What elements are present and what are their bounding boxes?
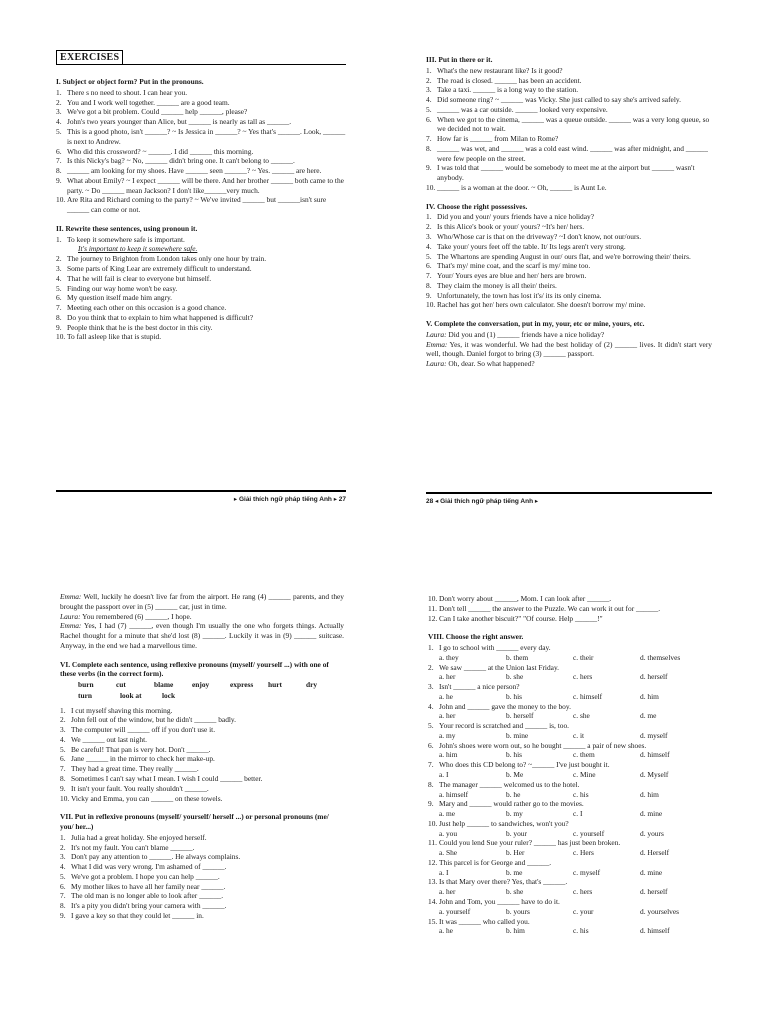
- answer-option: a. himself: [439, 789, 469, 799]
- answer-option: b. him: [506, 926, 525, 936]
- answer-option: b. his: [506, 750, 523, 760]
- answer-option: a. me: [439, 809, 456, 819]
- conversation: [426, 330, 712, 369]
- question: [428, 858, 712, 878]
- answer-option: c. she: [573, 711, 590, 721]
- list-item: 7. How far is ______ from Milan to Rome?: [426, 134, 559, 144]
- list-item: 4. Take your/ yours feet off the table. It/ Its legs aren't very strong.: [426, 241, 626, 251]
- list-item: 3. Some parts of King Lear are extremely difficult to understand.: [56, 263, 252, 273]
- list-item: 9. What about Emily? ~ I expect ______ will be there. And her brother ______ both came to the party. ~ Do ______ mean Jackson? I don't like______very much.: [56, 175, 344, 195]
- question-stem: 8. The manager ______ welcomed us to the hotel.: [428, 779, 580, 789]
- answer-option: a. her: [439, 887, 456, 897]
- list-item: 6. When we got to the cinema, ______ was a queue outside. ______ was a very long queue, so we decided not to wait.: [426, 114, 710, 134]
- list-item: 10. Vicky and Emma, you can ______ on these towels.: [60, 793, 223, 803]
- section-1-list: [56, 88, 346, 215]
- question-stem: 5. Your record is scratched and ______ is, too.: [428, 721, 569, 731]
- answer-options: [428, 907, 712, 917]
- answer-options: [428, 672, 712, 682]
- question-stem: 4. John and ______ gave the money to the boy.: [428, 701, 571, 711]
- list-item: 3. Take a taxi. ______ is a long way to the station.: [426, 85, 579, 95]
- answer-option: d. himself: [640, 750, 670, 760]
- answer-option: d. mine: [640, 809, 663, 819]
- answer-option: d. himself: [640, 926, 670, 936]
- answer-options: [428, 692, 712, 702]
- answer-options: [428, 711, 712, 721]
- list-item: 1. Julia had a great holiday. She enjoyed herself.: [60, 832, 207, 842]
- question-stem: 3. Isn't ______ a nice person?: [428, 682, 520, 692]
- section-2-heading: II. Rewrite these sentences, using pronoun it.: [56, 223, 198, 233]
- list-item: 1. I cut myself shaving this morning.: [60, 705, 173, 715]
- list-item: 9. It isn't your fault. You really shouldn't ______.: [60, 783, 209, 793]
- answer-options: [428, 809, 712, 819]
- list-item: 9. People think that he is the best doctor in this city.: [56, 322, 213, 332]
- list-item: 6. My question itself made him angry.: [56, 293, 173, 303]
- answer-option: c. your: [573, 906, 594, 916]
- list-item: 5. We've got a problem. I hope you can help ______.: [60, 871, 220, 881]
- exercises-title: EXERCISES: [56, 50, 123, 65]
- answer-option: b. me: [506, 867, 523, 877]
- answer-option: b. yours: [506, 906, 530, 916]
- list-item: 5. Be careful! That pan is very hot. Don't ______.: [60, 744, 211, 754]
- list-item: 1. What's the new restaurant like? Is it good?: [426, 65, 563, 75]
- answer-option: a. he: [439, 691, 453, 701]
- question: [428, 897, 712, 917]
- section-7-continued-list: [428, 594, 712, 623]
- dialogue-line: Emma: Well, luckily he doesn't live far from the airport. He rang (4) ______ parents, and they brought the passport over in (5) ______ car, just in time.: [60, 592, 344, 611]
- section-2-list: [56, 235, 346, 342]
- question: [428, 663, 712, 683]
- answer-options: [428, 829, 712, 839]
- answer-option: a. they: [439, 652, 459, 662]
- answer-option: d. myself: [640, 730, 668, 740]
- list-item: 8. They claim the money is all their/ theirs.: [426, 280, 557, 290]
- list-item: 4. We ______ out last night.: [60, 734, 147, 744]
- page-27: [56, 50, 346, 520]
- list-item: 9. I gave a key so that they could let ______ in.: [60, 910, 204, 920]
- question: [428, 643, 712, 663]
- answer-option: b. Me: [506, 770, 524, 780]
- list-item: 3. The computer will ______ off if you don't use it.: [60, 725, 216, 735]
- answer-options: [428, 868, 712, 878]
- answer-option: a. my: [439, 730, 456, 740]
- answer-option: b. your: [506, 828, 527, 838]
- list-item: 8. ______ was wet, and ______ was a cold east wind. ______ was after midnight, and ______ were few people on the street.: [426, 143, 708, 163]
- question-stem: 13. Is that Mary over there? Yes, that's ______.: [428, 877, 568, 887]
- answer-option: d. me: [640, 711, 657, 721]
- question: [428, 721, 712, 741]
- answer-option: d. yourselves: [640, 906, 679, 916]
- answer-option: a. him: [439, 750, 458, 760]
- list-item: 10. To fall asleep like that is stupid.: [56, 332, 162, 342]
- answer-option: c. their: [573, 652, 594, 662]
- list-item: 10. Are Rita and Richard coming to the party? ~ We've invited ______ but ______isn't sure ______ can come or not.: [56, 195, 327, 215]
- list-item: 12. Can I take another biscuit?" "Of course. Help ______!": [428, 613, 603, 623]
- answer-option: d. herself: [640, 672, 668, 682]
- list-item: 6. Who did this crossword? ~ ______. I did ______ this morning.: [56, 146, 254, 156]
- example-answer: It's important to keep it somewhere safe.: [78, 244, 198, 254]
- list-item: 2. You and I work well together. ______ are a good team.: [56, 97, 230, 107]
- answer-option: a. her: [439, 711, 456, 721]
- list-item: 4. That he will fail is clear to everyone but himself.: [56, 273, 212, 283]
- question-stem: 1. I go to school with ______ every day.: [428, 643, 551, 653]
- conversation: [60, 592, 344, 651]
- list-item: 10. ______ is a woman at the door. ~ Oh, ______ is Aunt Le.: [426, 182, 607, 192]
- answer-option: a. She: [439, 848, 458, 858]
- section-1-heading: I. Subject or object form? Put in the pronouns.: [56, 77, 204, 87]
- answer-option: b. herself: [506, 711, 534, 721]
- list-item: 3. Who/Whose car is that on the driveway? ~I don't know, not our/ours.: [426, 232, 642, 242]
- list-item: 2. The road is closed. ______ has been an accident.: [426, 75, 582, 85]
- answer-option: c. yourself: [573, 828, 605, 838]
- list-item: 11. Don't tell ______ the answer to the Puzzle. We can work it out for ______.: [428, 603, 661, 613]
- section-5-heading: V. Complete the conversation, put in my, your, etc or mine, yours, etc.: [426, 319, 645, 329]
- list-item: 10. Rachel has got her/ hers own calculator. She doesn't borrow my/ mine.: [426, 300, 646, 310]
- answer-option: b. them: [506, 652, 529, 662]
- answer-option: c. Hers: [573, 848, 594, 858]
- list-item: 7. Is this Nicky's bag? ~ No, ______ didn't bring one. It can't belong to ______.: [56, 156, 295, 166]
- section-6-list: [60, 706, 344, 804]
- answer-option: a. yourself: [439, 906, 471, 916]
- answer-option: b. he: [506, 789, 521, 799]
- answer-option: a. you: [439, 828, 458, 838]
- answer-option: d. yours: [640, 828, 664, 838]
- answer-option: d. herself: [640, 887, 668, 897]
- answer-option: d. themselves: [640, 652, 681, 662]
- page-footer: ▸ Giải thích ngữ pháp tiếng Anh ▸ 27: [56, 490, 346, 505]
- question-stem: 2. We saw ______ at the Union last Friday.: [428, 662, 560, 672]
- section-7-heading: VII. Put in reflexive pronouns (myself/ yourself/ herself ...) or personal pronouns (me/ you/ her...): [60, 812, 329, 832]
- section-4-heading: IV. Choose the right possessives.: [426, 201, 528, 211]
- question: [428, 682, 712, 702]
- answer-option: a. he: [439, 926, 453, 936]
- question-stem: 15. It was ______ who called you.: [428, 916, 530, 926]
- section-8-questions: [428, 643, 712, 936]
- dialogue-line: Emma: Yes, it was wonderful. We had the best holiday of (2) ______ lives. It didn't start very well, though. Daniel forgot to bring (3) ______ passport.: [426, 339, 712, 359]
- page-29: [60, 592, 344, 1024]
- answer-option: b. mine: [506, 730, 529, 740]
- answer-option: b. she: [506, 672, 524, 682]
- answer-option: b. she: [506, 887, 524, 897]
- list-item: 2. John fell out of the window, but he didn't ______ badly.: [60, 715, 236, 725]
- answer-option: c. them: [573, 750, 595, 760]
- list-item: 2. Is this Alice's book or your/ yours? ~It's her/ hers.: [426, 222, 585, 232]
- dialogue-line: Laura: You remembered (6) ______, I hope.: [60, 611, 192, 621]
- list-item: 4. What I did was very wrong. I'm ashamed of ______.: [60, 862, 227, 872]
- answer-option: d. him: [640, 691, 659, 701]
- list-item: 7. Meeting each other on this occasion is a good chance.: [56, 303, 227, 313]
- dialogue-line: Laura: Did you and (1) ______ friends have a nice holiday?: [426, 329, 605, 339]
- list-item: 8. Sometimes I can't say what I mean. I wish I could ______ better.: [60, 774, 263, 784]
- section-7-list: [60, 833, 344, 921]
- answer-option: d. him: [640, 789, 659, 799]
- list-item: 2. The journey to Brighton from London takes only one hour by train.: [56, 254, 267, 264]
- list-item: 2. It's not my fault. You can't blame ______.: [60, 842, 195, 852]
- answer-option: c. Mine: [573, 770, 596, 780]
- answer-option: c. it: [573, 730, 585, 740]
- list-item: 5. The Whartons are spending August in our/ ours flat, and we're borrowing their/ theirs.: [426, 251, 691, 261]
- section-8-heading: VIII. Choose the right answer.: [428, 632, 524, 642]
- answer-option: b. Her: [506, 848, 525, 858]
- answer-option: c. myself: [573, 867, 601, 877]
- list-item: 6. Jane ______ in the mirror to check her make-up.: [60, 754, 215, 764]
- question-stem: 12. This parcel is for George and ______.: [428, 857, 552, 867]
- question-stem: 6. John's shoes were worn out, so he bought ______ a pair of new shoes.: [428, 740, 647, 750]
- answer-options: [428, 731, 712, 741]
- answer-options: [428, 770, 712, 780]
- page-30: [428, 594, 712, 1024]
- question-stem: 9. Mary and ______ would rather go to the movies.: [428, 799, 584, 809]
- list-item: 7. They had a great time. They really ______.: [60, 764, 199, 774]
- question: [428, 799, 712, 819]
- question: [428, 838, 712, 858]
- answer-option: d. Herself: [640, 848, 670, 858]
- page-28: [426, 52, 712, 522]
- question-stem: 14. John and Tom, you ______ have to do it.: [428, 896, 560, 906]
- list-item: 1. To keep it somewhere safe is important. It's important to keep it somewhere safe.: [56, 235, 346, 255]
- question: [428, 760, 712, 780]
- list-item: 8. Do you think that to explain to him what happened is difficult?: [56, 312, 254, 322]
- answer-option: a. I: [439, 770, 449, 780]
- question-stem: 11. Could you lend Sue your ruler? ______ has just been broken.: [428, 838, 621, 848]
- answer-option: d. Myself: [640, 770, 669, 780]
- answer-options: [428, 790, 712, 800]
- answer-option: a. I: [439, 867, 449, 877]
- question-stem: 7. Who does this CD belong to? ~______ I've just bought it.: [428, 760, 610, 770]
- answer-option: b. his: [506, 691, 523, 701]
- list-item: 7. The old man is no longer able to look after ______.: [60, 891, 224, 901]
- section-4-list: [426, 212, 712, 310]
- answer-options: [428, 887, 712, 897]
- answer-option: c. his: [573, 789, 589, 799]
- answer-option: c. hers: [573, 887, 593, 897]
- verb-list-row: turn look at lock: [78, 690, 176, 700]
- question: [428, 877, 712, 897]
- section-3-heading: III. Put in there or it.: [426, 55, 493, 64]
- answer-options: [428, 750, 712, 760]
- page-footer: 28 ◂ Giải thích ngữ pháp tiếng Anh ▸: [426, 492, 712, 507]
- list-item: 3. Don't pay any attention to ______. He always complains.: [60, 852, 241, 862]
- question: [428, 780, 712, 800]
- answer-option: c. his: [573, 926, 589, 936]
- list-item: 5. ______ was a car outside. ______ looked very expensive.: [426, 104, 608, 114]
- answer-option: b. my: [506, 809, 523, 819]
- question-stem: 10. Just help ______ to sandwiches, won't you?: [428, 818, 569, 828]
- list-item: 4. John's two years younger than Alice, but ______ is nearly as tall as ______.: [56, 117, 292, 127]
- question: [428, 741, 712, 761]
- question: [428, 819, 712, 839]
- list-item: 9. I was told that ______ would be somebody to meet me at the airport but ______ wasn't anybody.: [426, 163, 695, 183]
- list-item: 7. Your/ Yours eyes are blue and her/ hers are brown.: [426, 271, 587, 281]
- list-item: 9. Unfortunately, the town has lost it's/ its its only cinema.: [426, 290, 602, 300]
- answer-option: c. I: [573, 809, 583, 819]
- answer-option: a. her: [439, 672, 456, 682]
- list-item: 1. Did you and your/ yours friends have a nice holiday?: [426, 212, 595, 222]
- answer-option: c. himself: [573, 691, 603, 701]
- verb-list-row: burn cut blame enjoy express hurt dry: [78, 680, 318, 690]
- answer-option: d. mine: [640, 867, 663, 877]
- list-item: 10. Don't worry about ______, Mom. I can look after ______.: [428, 594, 612, 603]
- list-item: 6. That's my/ mine coat, and the scarf is my/ mine too.: [426, 261, 591, 271]
- answer-options: [428, 848, 712, 858]
- question: [428, 702, 712, 722]
- list-item: 5. Finding our way home won't be easy.: [56, 283, 178, 293]
- section-3-list: [426, 66, 712, 193]
- list-item: 5. This is a good photo, isn't ______? ~ Is Jessica in ______? ~ Yes that's ______. Look, ______ is next to Andrew.: [56, 127, 346, 146]
- list-item: 1. There s no need to shout. I can hear you.: [56, 87, 188, 97]
- list-item: 8. It's a pity you didn't bring your camera with ______.: [60, 901, 227, 911]
- section-6-heading: VI. Complete each sentence, using reflexive pronouns (myself/ yourself ...) with one of these verbs (in the correct form).: [60, 659, 329, 679]
- list-item: 8. ______ am looking for my shoes. Have ______ seen ______? ~ Yes. ______ are here.: [56, 166, 322, 176]
- answer-options: [428, 653, 712, 663]
- list-item: 4. Did someone ring? ~ ______ was Vicky. She just called to say she's arrived safely.: [426, 95, 681, 105]
- dialogue-line: Laura: Oh, dear. So what happened?: [426, 359, 535, 369]
- list-item: 6. My mother likes to have all her family near ______.: [60, 881, 226, 891]
- list-item: 3. We've got a bit problem. Could ______ help ______, please?: [56, 107, 248, 117]
- answer-options: [428, 926, 712, 936]
- dialogue-line: Emma: Yes, I had (7) ______, even though I'm usually the one who forgets things. Actually Rachel thought for a minute that she'd lost (8) ______. Luckily it was in (9) ______ suitcase. Anyway, in the end we had a marvellous time.: [60, 621, 344, 650]
- answer-option: c. hers: [573, 672, 593, 682]
- question: [428, 917, 712, 937]
